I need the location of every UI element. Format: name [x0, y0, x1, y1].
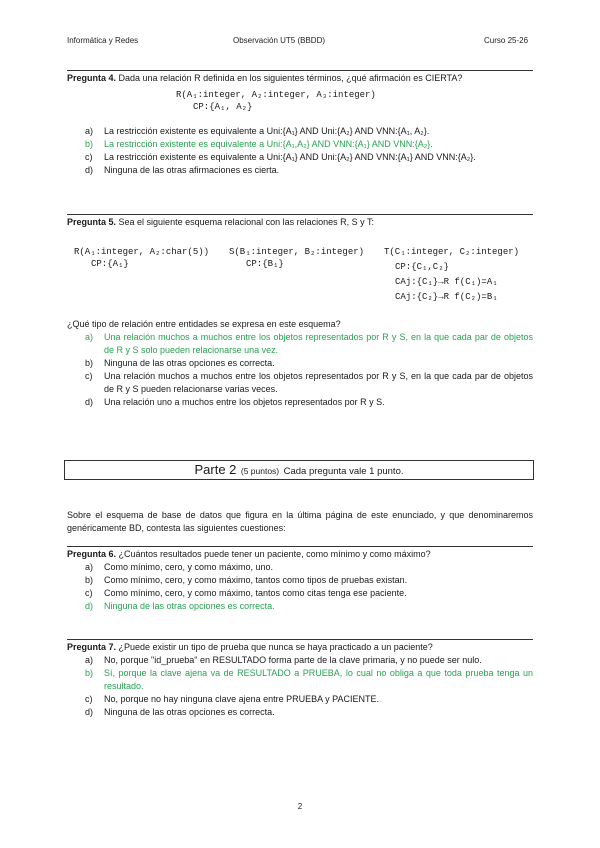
option-letter: a) — [85, 562, 94, 572]
q7-divider — [67, 639, 533, 640]
option-text: Sí, porque la clave ajena va de RESULTADO a PRUEBA, lo cual no obliga a que toda prueba tenga un resultado. — [104, 668, 533, 691]
part2-title: Parte 2 — [194, 462, 237, 477]
option-text: Como mínimo, cero, y como máximo, tantos como citas tenga ese paciente. — [104, 588, 407, 598]
option-text: Como mínimo, cero, y como máximo, tantos como tipos de pruebas existan. — [104, 575, 408, 585]
header-course: Curso 25-26 — [484, 36, 529, 45]
q4-option-b-correct[interactable] — [85, 138, 533, 151]
q4-option-c[interactable] — [85, 151, 533, 164]
q6-heading — [67, 549, 431, 560]
q6-option-b[interactable] — [85, 574, 533, 587]
option-text: No, porque "id_prueba" en RESULTADO forma parte de la clave primaria, y no puede ser nulo. — [104, 655, 482, 665]
q5-divider — [67, 214, 533, 215]
option-letter: c) — [85, 588, 93, 598]
option-letter: b) — [85, 358, 94, 368]
q5-schema-t-line-2: CP:{C₁,C₂} — [395, 262, 450, 272]
option-text: La restricción existente es equivalente a Uni:{A₁} AND Uni:{A₂} AND VNN:{A₁, A₂}. — [104, 126, 430, 136]
option-letter: c) — [85, 371, 93, 381]
q6-label: Pregunta 6. — [67, 549, 117, 559]
option-text: Ninguna de las otras opciones es correcta. — [104, 707, 275, 717]
q5-label: Pregunta 5. — [67, 217, 117, 227]
q5-option-b[interactable] — [85, 357, 533, 370]
q6-text: ¿Cuántos resultados puede tener un paciente, como mínimo y como máximo? — [118, 549, 431, 559]
q4-label: Pregunta 4. — [67, 73, 117, 83]
option-letter: b) — [85, 668, 94, 678]
q5-option-d[interactable] — [85, 396, 533, 409]
q5-heading — [67, 217, 374, 228]
option-letter: a) — [85, 126, 94, 136]
q7-option-b-correct[interactable] — [85, 667, 533, 693]
q6-option-c[interactable] — [85, 587, 533, 600]
option-letter: d) — [85, 397, 94, 407]
page-number: 2 — [297, 802, 303, 811]
q7-text: ¿Puede existir un tipo de prueba que nunca se haya practicado a un paciente? — [118, 642, 433, 652]
part2-points: (5 puntos) — [240, 466, 280, 476]
q5-question: ¿Qué tipo de relación entre entidades se expresa en este esquema? — [67, 319, 341, 329]
q4-heading — [67, 73, 462, 84]
option-text: Una relación uno a muchos entre los objetos representados por R y S. — [104, 397, 385, 407]
q7-option-c[interactable] — [85, 693, 533, 706]
q4-text: Dada una relación R definida en los siguientes términos, ¿qué afirmación es CIERTA? — [118, 73, 463, 83]
option-letter: b) — [85, 575, 94, 585]
option-text: La restricción existente es equivalente a Uni:{A₁} AND Uni:{A₂} AND VNN:{A₁} AND VNN:{A₂}. — [104, 152, 476, 162]
q5-schema-t-line-1: T(C₁:integer, C₂:integer) — [384, 247, 520, 257]
q5-options — [85, 331, 533, 409]
q6-options — [85, 561, 533, 613]
q4-divider — [67, 70, 533, 71]
option-letter: b) — [85, 139, 94, 149]
option-text: Ninguna de las otras afirmaciones es cierta. — [104, 165, 280, 175]
q5-schema-r-line-2: CP:{A₁} — [91, 259, 129, 269]
q4-options — [85, 125, 533, 177]
q7-option-d[interactable] — [85, 706, 533, 719]
option-letter: d) — [85, 601, 94, 611]
q4-option-d[interactable] — [85, 164, 533, 177]
q4-schema-line-1: R(A₁:integer, A₂:integer, A₃:integer) — [176, 90, 376, 100]
option-letter: d) — [85, 707, 94, 717]
option-letter: a) — [85, 655, 94, 665]
part2-banner — [64, 460, 534, 480]
part2-intro: Sobre el esquema de base de datos que figura en la última página de este enunciado, y que denominaremos genéricamente BD, contesta las siguientes cuestiones: — [67, 510, 533, 533]
option-text: Una relación muchos a muchos entre los objetos representados por R y S, en la que cada par de objetos de R y S pueden relacionarse varias veces. — [104, 371, 533, 394]
q7-options — [85, 654, 533, 719]
q7-option-a[interactable] — [85, 654, 533, 667]
q6-option-a[interactable] — [85, 561, 533, 574]
q5-option-c[interactable] — [85, 370, 533, 396]
option-letter: a) — [85, 332, 94, 342]
option-text: Una relación muchos a muchos entre los objetos representados por R y S, en la que cada par de objetos de R y S solo pueden relacionarse una vez. — [104, 332, 533, 355]
q6-option-d-correct[interactable] — [85, 600, 533, 613]
header-subject: Informática y Redes — [67, 36, 139, 45]
option-text: Como mínimo, cero, y como máximo, uno. — [104, 562, 274, 572]
option-letter: c) — [85, 152, 93, 162]
q5-option-a-correct[interactable] — [85, 331, 533, 357]
q7-heading — [67, 642, 433, 653]
q5-schema-s-line-2: CP:{B₁} — [246, 259, 284, 269]
q4-schema-line-2: CP:{A₁, A₂} — [193, 102, 253, 112]
option-text: Ninguna de las otras opciones es correcta. — [104, 601, 275, 611]
q7-label: Pregunta 7. — [67, 642, 117, 652]
q5-schema-r-line-1: R(A₁:integer, A₂:char(5)) — [74, 247, 210, 257]
q5-text: Sea el siguiente esquema relacional con las relaciones R, S y T: — [118, 217, 375, 227]
option-text: La restricción existente es equivalente a Uni:{A₁,A₂} AND VNN:{A₁} AND VNN:{A₂}. — [104, 139, 433, 149]
q6-divider — [67, 546, 533, 547]
option-text: No, porque no hay ninguna clave ajena entre PRUEBA y PACIENTE. — [104, 694, 379, 704]
option-letter: d) — [85, 165, 94, 175]
option-text: Ninguna de las otras opciones es correcta. — [104, 358, 275, 368]
q5-schema-t-line-3: CAj:{C₁}→R f(C₁)=A₁ — [395, 277, 498, 287]
part2-subtitle: Cada pregunta vale 1 punto. — [283, 466, 404, 477]
q5-schema-s-line-1: S(B₁:integer, B₂:integer) — [229, 247, 365, 257]
q5-schema-t-line-4: CAj:{C₂}→R f(C₂)=B₁ — [395, 292, 498, 302]
q4-option-a[interactable] — [85, 125, 533, 138]
header-title: Observación UT5 (BBDD) — [233, 36, 326, 45]
option-letter: c) — [85, 694, 93, 704]
